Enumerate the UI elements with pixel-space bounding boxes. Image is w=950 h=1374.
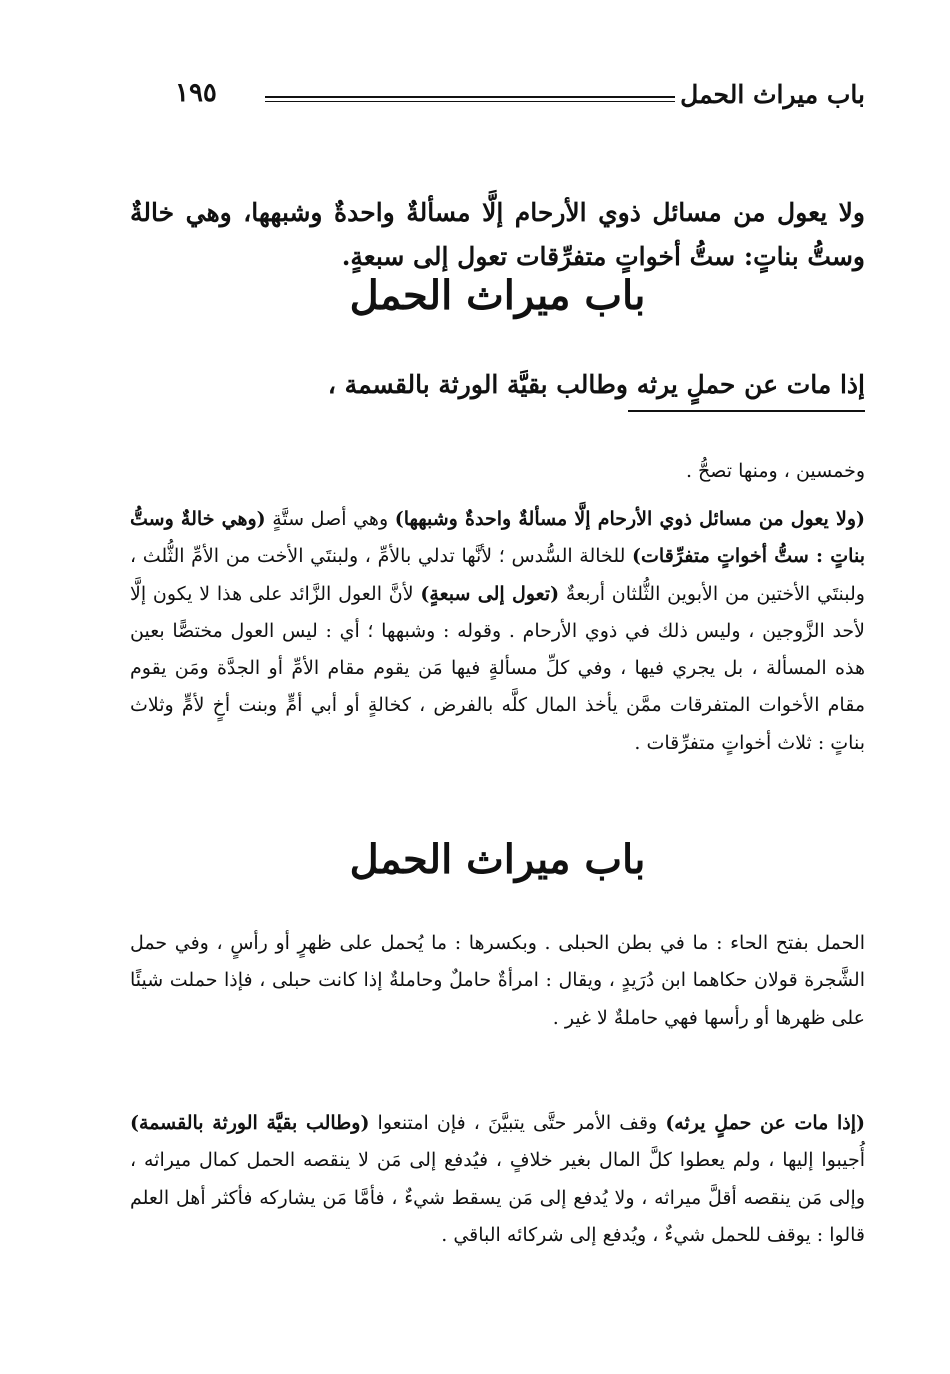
commentary-divider	[628, 410, 865, 412]
commentary-paragraph	[130, 501, 865, 762]
quoted-matn: (تعول إلى سبعةٍ)	[420, 582, 560, 605]
commentary-text: للخالة السُّدس ؛ لأنَّها تدلي بالأمِّ ، ولبنتَي الأخت من الأمِّ الثُّلث ، ولبنتَي الأختين من الأبوين الثُّلثان أربعةٌ	[130, 545, 865, 605]
commentary-text: وقف الأمر حتَّى يتبيَّنَ ، فإن امتنعوا	[369, 1112, 666, 1134]
commentary-text: وهي أصل ستَّةٍ	[265, 508, 395, 530]
commentary-paragraph: وخمسين ، ومنها تصحُّ .	[685, 460, 865, 482]
header-rule	[265, 96, 675, 102]
chapter-heading: باب ميراث الحمل	[349, 836, 646, 883]
commentary-text: لأنَّ العول الزَّائد على هذا لا يكون إلَّا لأحد الزَّوجين ، وليس ذلك في ذوي الأرحام . وقوله : وشبهها ؛ أي : ليس العول مختصًّا بعين هذه المسألة ، بل يجري فيها ، وفي كلِّ مسألةٍ فيها مَن يقوم مقام الأمِّ أو الجدَّة ومَن يقوم مقام الأخوات المتفرقات ممَّن يأخذ المال كلَّه بالفرض ، كخالةٍ أو أبي أمٍّ وبنت أخٍ لأمٍّ وثلاث بناتٍ : ثلاث أخواتٍ متفرِّقات .	[130, 582, 865, 754]
commentary-text: أُجيبوا إليها ، ولم يعطوا كلَّ المال بغير خلافٍ ، فيُدفع إلى مَن لا ينقصه الحمل كمال ميراثه ، وإلى مَن ينقصه أقلَّ ميراثه ، ولا يُدفع إلى مَن يسقط شيءٌ ، فأمَّا مَن يشاركه فأكثر أهل العلم قالوا : يوقف للحمل شيءٌ ، ويُدفع إلى شركائه الباقي .	[130, 1149, 865, 1246]
quoted-matn: (ولا يعول من مسائل ذوي الأرحام إلَّا مسألةٌ واحدةٌ وشبهها)	[394, 508, 865, 530]
running-header-title: باب ميراث الحمل	[680, 80, 865, 109]
quoted-matn: (إذا مات عن حملٍ يرثه)	[665, 1112, 865, 1134]
matn-line: إذا مات عن حملٍ يرثه وطالب بقيَّة الورثة بالقسمة ،	[327, 370, 865, 399]
page-number: ١٩٥	[175, 78, 217, 108]
chapter-heading: باب ميراث الحمل	[349, 272, 646, 319]
quoted-matn: (وهي خالةٌ وستُّ بناتٍ : ستُّ أخواتٍ متفرِّقات)	[130, 508, 865, 568]
quoted-matn: (وطالب بقيَّة الورثة بالقسمة)	[130, 1112, 370, 1134]
commentary-paragraph: الحمل بفتح الحاء : ما في بطن الحبلى . وبكسرها : ما يُحمل على ظهرٍ أو رأسٍ ، وفي حمل الشَّجرة قولان حكاهما ابن دُرَيدٍ ، ويقال : امرأةٌ حاملٌ وحاملةٌ إذا كانت حبلى ، فإذا حملت شيئًا على ظهرها أو رأسها فهي حاملةٌ لا غير .	[130, 932, 865, 1029]
commentary-paragraph	[130, 1105, 865, 1254]
matn-paragraph: ولا يعول من مسائل ذوي الأرحام إلَّا مسألةٌ واحدةٌ وشبهها، وهي خالةٌ وستُّ بناتٍ: ستُّ أخواتٍ متفرِّقات تعول إلى سبعةٍ.	[130, 198, 865, 271]
running-header	[130, 78, 865, 118]
